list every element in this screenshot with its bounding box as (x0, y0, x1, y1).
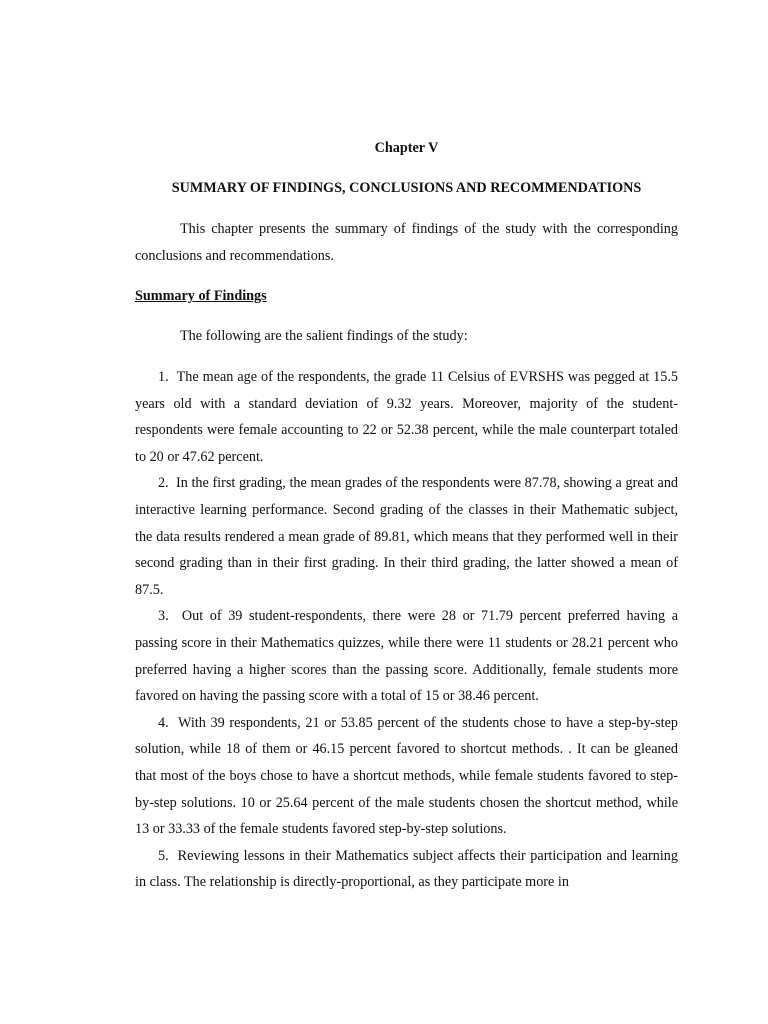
finding-number: 4. (158, 714, 169, 731)
finding-text: Reviewing lessons in their Mathematics subject affects their participation and learning in class. The relationship is directly-proportional, as they participate more in (135, 847, 678, 891)
finding-item (135, 364, 678, 470)
finding-item (135, 710, 678, 843)
finding-item (135, 470, 678, 603)
finding-number: 3. (158, 608, 169, 625)
finding-text: The mean age of the respondents, the grade 11 Celsius of EVRSHS was pegged at 15.5 years old with a standard deviation of 9.32 years. Moreover, majority of the student-respondents were female accounting to 22 or 52.38 percent, while the male counterpart totaled to 20 or 47.62 percent. (135, 369, 678, 465)
chapter-title: SUMMARY OF FINDINGS, CONCLUSIONS AND RECOMMENDATIONS (171, 180, 642, 196)
finding-number: 2. (158, 475, 169, 492)
finding-item (135, 603, 678, 709)
findings-list (135, 364, 678, 896)
finding-text: In the first grading, the mean grades of the respondents were 87.78, showing a great and interactive learning performance. Second grading of the classes in their Mathematic subject, the data results rendered a mean grade of 89.81, which means that they performed well in their second grading than in their first grading. In their third grading, the latter showed a mean of 87.5. (135, 475, 679, 598)
findings-lead: The following are the salient findings of the study: (180, 328, 468, 344)
page-content (135, 137, 678, 896)
finding-item (135, 843, 678, 896)
finding-text: Out of 39 student-respondents, there were 28 or 71.79 percent preferred having a passing score in their Mathematics quizzes, while there were 11 students or 28.21 percent who preferred having a higher scores than the passing score. Additionally, female students more favored on having the passing score with a total of 15 or 38.46 percent. (135, 608, 679, 705)
intro-paragraph: This chapter presents the summary of findings of the study with the corresponding conclusions and recommendations. (135, 221, 678, 264)
finding-text: With 39 respondents, 21 or 53.85 percent of the students chose to have a step-by-step solution, while 18 of them or 46.15 percent favored to shortcut methods. . It can be gleaned that most of the boys chose to have a shortcut methods, while female students favored to step-by-step solutions. 10 or 25.64 percent of the male students chosen the shortcut method, while 13 or 33.33 of the female students favored step-by-step solutions. (135, 714, 678, 838)
finding-number: 5. (158, 847, 169, 864)
finding-number: 1. (158, 369, 169, 385)
section-heading: Summary of Findings (135, 288, 267, 304)
chapter-heading: Chapter V (374, 140, 439, 156)
